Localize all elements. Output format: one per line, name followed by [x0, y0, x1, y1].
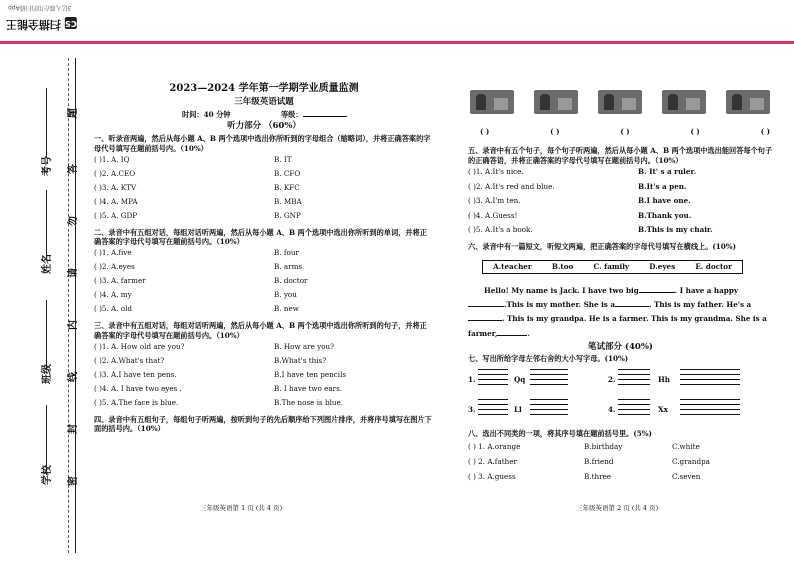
section-writing: 笔试部分 (40%): [588, 342, 653, 353]
write-line-name: [46, 190, 47, 260]
option-b: B. four: [274, 248, 299, 258]
option-a: ( )3. A. farmer: [94, 276, 146, 286]
item-number: 1.: [468, 375, 476, 384]
option-a: ( )5. A. old: [94, 304, 133, 314]
write-line-class: [46, 300, 47, 370]
section-listening: 听力部分 （60%）: [227, 120, 301, 131]
picture-brackets: [480, 128, 770, 135]
option-a: ( )3. A.I'm ten.: [468, 196, 521, 206]
option-b: B. KFC: [274, 182, 300, 192]
q4-instruction: 四、录音中有五组句子，每组句子听两遍，按听到句子的先后顺序给下列图片排序，并将序号填写在图片下面的括号内。（10%）: [94, 414, 432, 434]
option-a: ( ) 3. A.guess: [468, 472, 516, 482]
option-b: B.I have one.: [638, 196, 691, 206]
grade-blank[interactable]: [303, 116, 347, 117]
q3-options: [94, 343, 434, 413]
option-b: B.birthday: [584, 442, 623, 452]
q5-instruction: 五、录音中有五个句子，每个句子听两遍，然后从每小题 A、B 两个选项中选出能回答每个句子的正确答语，并将正确答案的字母代号填写在题前括号内。（10%）: [468, 146, 773, 165]
q6-instruction: 六、录音中有一篇短文，听短文两遍，把正确答案的字母代号填写在横线上。(10%): [468, 241, 737, 251]
option-a: ( )4. A. MPA: [94, 196, 138, 206]
answer-bracket[interactable]: ( ): [690, 127, 700, 136]
item-number: 2.: [608, 375, 616, 384]
passage-text: .This: [504, 300, 524, 310]
answer-blank[interactable]: [497, 335, 527, 336]
q5-options: [468, 168, 773, 241]
q8-instruction: 八、选出不同类的一项，将其序号填在题前括号里。(5%): [468, 429, 652, 438]
logo-icon: CS: [64, 19, 77, 28]
answer-bracket[interactable]: ( ): [620, 127, 630, 136]
option-a: ( )4. A. my: [94, 290, 132, 300]
seal-word: 请: [68, 268, 79, 278]
option-b: B. I have two ears.: [274, 383, 343, 393]
item-number: 4.: [608, 405, 616, 414]
passage-text: is my mother. She is a: [526, 300, 616, 310]
answer-blank[interactable]: [468, 306, 504, 307]
picture-2: [534, 90, 578, 114]
answer-bracket[interactable]: ( ): [480, 127, 490, 136]
handwriting-lines[interactable]: [618, 368, 650, 385]
grade-label: 等级：: [280, 109, 303, 119]
handwriting-lines[interactable]: [680, 368, 740, 385]
q4-pictures: [470, 90, 770, 114]
logo-text: 扫描全能王: [6, 18, 61, 31]
q8-options: [468, 443, 773, 488]
answer-blank[interactable]: [639, 292, 675, 293]
picture-1: [470, 90, 514, 114]
seal-word: 封: [68, 424, 79, 434]
q2-options: [94, 249, 434, 319]
time-label: 时间：40 分钟: [182, 109, 231, 119]
letter-pair: Hh: [658, 375, 671, 384]
label-class: 班级: [42, 364, 53, 384]
option-b: B.It's a pen.: [638, 181, 687, 191]
option-a: ( ) 1. A.orange: [468, 442, 521, 452]
q1-instruction: 一、听录音两遍，然后从每小题 A、B 两个选项中选出你所听到的字母组合（缩略词），并将正确答案的字母代号填写在题前括号内。（10%）: [94, 134, 431, 153]
option-b: B. It' s a ruler.: [638, 167, 697, 177]
option-a: ( ) 2. A.father: [468, 457, 517, 467]
option-b: B. new: [274, 304, 299, 314]
handwriting-lines[interactable]: [680, 398, 740, 415]
option-b: B. IT: [274, 154, 292, 164]
seal-word: 线: [68, 372, 79, 382]
label-exam-no: 考号: [42, 156, 53, 176]
option-b: B. CFO: [274, 168, 301, 178]
option-b: B.I have ten pencils: [274, 369, 347, 379]
option-c: C.seven: [672, 472, 701, 482]
word-option: D.eyes: [649, 262, 676, 272]
letter-pair: Qq: [514, 375, 526, 384]
handwriting-lines[interactable]: [530, 398, 568, 415]
passage-text: grandpa. He is a farmer. This is my grandma. She is a farmer,: [468, 314, 767, 338]
option-b: B.This is my chair.: [638, 225, 713, 235]
page-1: [94, 84, 434, 434]
handwriting-lines[interactable]: [530, 368, 568, 385]
option-a: ( )2. A.It's red and blue.: [468, 181, 555, 191]
write-line-exam-no: [46, 88, 47, 158]
option-c: C.grandpa: [672, 457, 710, 467]
q8: [468, 430, 773, 488]
handwriting-lines[interactable]: [478, 368, 508, 385]
option-b: B. MBA: [274, 196, 302, 206]
scanner-header: [0, 0, 794, 44]
picture-5: [726, 90, 770, 114]
q7-instruction: 七、写出所给字母左邻右舍的大小写字母。(10%): [468, 353, 629, 363]
scanner-logo: [6, 17, 79, 33]
option-b: B.The nose is blue.: [274, 397, 344, 407]
seal-word: 答: [68, 164, 79, 174]
handwriting-lines[interactable]: [618, 398, 650, 415]
option-a: ( )1. A. IQ: [94, 154, 130, 164]
option-a: ( )3. A. KTV: [94, 182, 137, 192]
seal-word: 内: [68, 320, 79, 330]
answer-bracket[interactable]: ( ): [760, 127, 770, 136]
logo-subtitle: 3亿人都在用的扫描App: [8, 4, 72, 11]
option-a: ( )1. A.It's nice.: [468, 167, 524, 177]
answer-blank[interactable]: [468, 320, 502, 321]
header-divider: [0, 41, 794, 44]
option-b: B.Thank you.: [638, 210, 692, 220]
option-b: B.What's this?: [274, 355, 327, 365]
word-bank: [482, 260, 743, 274]
word-option: C. family: [593, 262, 630, 272]
option-b: B. GNP: [274, 210, 301, 220]
option-b: B.three: [584, 472, 612, 482]
option-a: ( )4. A. I have two eyes .: [94, 383, 182, 393]
option-b: B. doctor: [274, 276, 308, 286]
label-school: 学校: [42, 465, 53, 485]
passage-text: . I have a happy: [674, 285, 739, 295]
page-2-footer: 三年级英语第 2 页 (共 4 页): [576, 504, 659, 512]
answer-bracket[interactable]: ( ): [550, 127, 560, 136]
q3-instruction: 三、录音中有五组对话，每组对话听两遍，然后从每小题 A、B 两个选项中选出你所听到的句子，并将正确答案的字母代号填写在题前括号内。（10%）: [94, 321, 427, 340]
option-b: B.friend: [584, 457, 614, 467]
option-a: ( )5. A.It's a book.: [468, 225, 533, 235]
option-b: B. arms: [274, 262, 303, 272]
option-a: ( )2. A.What's that?: [94, 355, 165, 365]
passage-text: . This is my: [502, 314, 548, 324]
passage-text: Hello! My name is Jack. I have two big: [484, 285, 639, 295]
q1-options: [94, 156, 434, 226]
picture-4: [662, 90, 706, 114]
option-a: ( )1. A.five: [94, 248, 132, 258]
passage-text: .: [527, 328, 530, 338]
answer-blank[interactable]: [615, 306, 649, 307]
picture-3: [598, 90, 642, 114]
q7-letters: [468, 366, 773, 426]
handwriting-lines[interactable]: [478, 398, 508, 415]
seal-word: 密: [68, 476, 79, 486]
seal-word: 勿: [68, 216, 79, 226]
exam-title: 2023—2024 学年第一学期学业质量监测: [169, 83, 359, 94]
word-option: A.teacher: [493, 262, 532, 272]
seal-word: 题: [68, 108, 79, 118]
q2-instruction: 二、录音中有五组对话，每组对话听两遍，然后从每小题 A、B 两个选项中选出你所听到的单词，并将正确答案的字母代号填写在题前括号内。（10%）: [94, 227, 427, 247]
exam-subtitle: 三年级英语试题: [234, 97, 294, 107]
label-name: 姓名: [42, 254, 53, 274]
option-a: ( )5. A.The face is blue.: [94, 397, 179, 407]
option-a: ( )5. A. GDP: [94, 210, 138, 220]
write-line-school: [46, 405, 47, 475]
option-a: ( )3. A.I have ten pens.: [94, 369, 177, 379]
word-option: E. doctor: [695, 262, 732, 272]
option-c: C.white: [672, 442, 700, 452]
option-a: ( )1. A. How old are you?: [94, 341, 185, 351]
page-1-footer: 三年级英语第 1 页 (共 4 页): [200, 504, 283, 512]
page-2: [468, 146, 773, 362]
passage-text: . This is my father. He's a: [649, 300, 752, 310]
letter-pair: Ll: [514, 405, 522, 414]
option-b: B. How are you?: [274, 341, 335, 351]
letter-pair: Xx: [658, 405, 668, 414]
option-a: ( )4. A.Guess!: [468, 210, 518, 220]
option-b: B. you: [274, 290, 297, 300]
q6-passage: [468, 284, 773, 342]
word-option: B.too: [551, 262, 574, 272]
option-a: ( )2. A.eyes: [94, 262, 135, 272]
item-number: 3.: [468, 405, 476, 414]
option-a: ( )2. A.CEO: [94, 168, 136, 178]
